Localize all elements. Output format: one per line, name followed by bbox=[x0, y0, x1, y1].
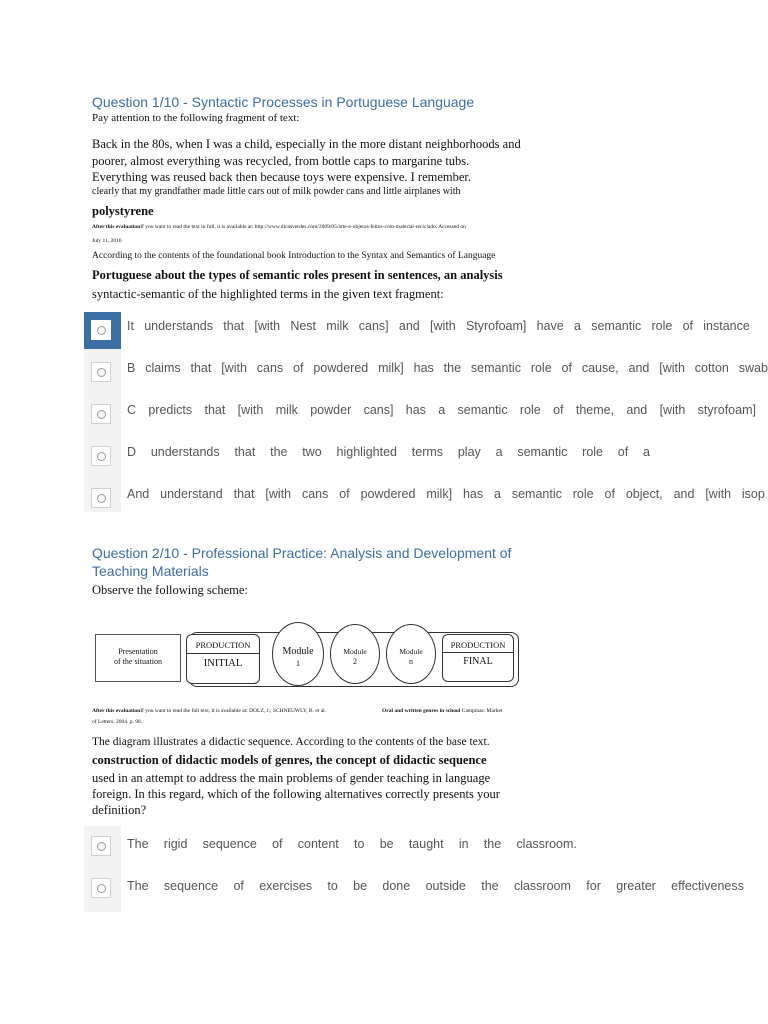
q2-source bbox=[92, 708, 326, 715]
question-2-title-line-1: Question 2/10 - Professional Practice: Analysis and Development of bbox=[92, 545, 512, 561]
production-final-bottom: FINAL bbox=[463, 656, 493, 667]
option-word: a bbox=[494, 487, 501, 501]
option-word: for bbox=[586, 879, 601, 893]
option-word: semantic bbox=[470, 361, 521, 375]
q2-prompt-line-2: construction of didactic models of genres, the concept of didactic sequence bbox=[92, 753, 487, 767]
production-initial-box bbox=[186, 634, 260, 684]
option-word: powdered bbox=[313, 361, 369, 375]
option-word: of bbox=[604, 487, 615, 501]
option-word: sequence bbox=[202, 837, 257, 851]
option-word: understand bbox=[160, 487, 223, 501]
module-2-circle bbox=[330, 624, 380, 684]
option-word: cans bbox=[301, 487, 329, 501]
option-word: two bbox=[302, 445, 322, 459]
q1-option-a-radio[interactable] bbox=[91, 320, 111, 340]
option-word: role bbox=[651, 319, 673, 333]
q2-prompt-line-5: definition? bbox=[92, 803, 147, 817]
option-word: that bbox=[204, 403, 226, 417]
q1-source-rest: If you want to read the text in full, it is available at: http://www.dicasverdes.com/2009/05/arte-e-objetos-feitos-com-material-reciclado. Accessed on bbox=[140, 224, 466, 230]
option-word: has bbox=[405, 403, 426, 417]
module-2-number: 2 bbox=[353, 657, 357, 666]
option-word: be bbox=[379, 837, 394, 851]
q1-instruction: Pay attention to the following fragment of text: bbox=[92, 112, 300, 124]
q2-source-book bbox=[382, 708, 502, 715]
option-word: Nest bbox=[290, 319, 317, 333]
option-word: of bbox=[617, 445, 629, 459]
option-word: role bbox=[519, 403, 541, 417]
option-word: cans] bbox=[358, 319, 389, 333]
option-word: to bbox=[354, 837, 365, 851]
production-final-divider bbox=[443, 652, 513, 653]
option-word: a bbox=[438, 403, 446, 417]
module-n-circle bbox=[386, 624, 436, 684]
q2-source-bold: After this evaluation bbox=[92, 708, 141, 714]
option-word: a bbox=[495, 445, 503, 459]
option-word: powdered bbox=[360, 487, 416, 501]
presentation-box bbox=[95, 634, 181, 682]
option-word: have bbox=[536, 319, 564, 333]
option-word: semantic bbox=[511, 487, 562, 501]
option-word: instance bbox=[703, 319, 750, 333]
option-word: [with bbox=[705, 487, 732, 501]
q2-prompt-line-1: The diagram illustrates a didactic sequence. According to the contents of the base text. bbox=[92, 736, 490, 748]
q1-option-c-text[interactable] bbox=[127, 403, 756, 417]
option-word: role bbox=[572, 487, 594, 501]
option-word: of bbox=[561, 361, 572, 375]
module-1-label: Module bbox=[282, 646, 314, 657]
option-word: B bbox=[127, 361, 136, 375]
option-word: [with bbox=[221, 361, 247, 375]
option-word: semantic bbox=[591, 319, 642, 333]
option-word: The bbox=[127, 837, 149, 851]
q1-prompt-line-1: According to the contents of the foundational book Introduction to the Syntax and Semantics of Language bbox=[92, 251, 496, 261]
option-word: of bbox=[272, 837, 283, 851]
q2-option-a-text[interactable] bbox=[127, 837, 577, 851]
option-word: has bbox=[462, 487, 484, 501]
option-word: a bbox=[643, 445, 650, 459]
option-word: [with bbox=[237, 403, 264, 417]
option-word: and bbox=[398, 319, 420, 333]
option-word: the bbox=[483, 837, 502, 851]
option-word: milk] bbox=[378, 361, 404, 375]
option-word: theme, bbox=[575, 403, 615, 417]
option-word: And bbox=[127, 487, 150, 501]
option-word: be bbox=[353, 879, 368, 893]
option-word: swab bbox=[738, 361, 768, 375]
option-word: that bbox=[233, 487, 255, 501]
module-n-label: Module bbox=[399, 647, 423, 656]
option-word: cans bbox=[256, 361, 284, 375]
option-word: has bbox=[413, 361, 434, 375]
option-word: the bbox=[270, 445, 288, 459]
option-word: understands bbox=[144, 319, 214, 333]
option-word: classroom. bbox=[516, 837, 577, 851]
q2-prompt-line-3: used in an attempt to address the main problems of gender teaching in language bbox=[92, 771, 491, 785]
option-word: of bbox=[553, 403, 564, 417]
option-word: a bbox=[574, 319, 581, 333]
q1-option-b-text[interactable] bbox=[127, 361, 768, 375]
production-final-top: PRODUCTION bbox=[450, 640, 506, 650]
option-word: It bbox=[127, 319, 134, 333]
option-word: sequence bbox=[163, 879, 219, 893]
option-word: the bbox=[481, 879, 499, 893]
option-word: the bbox=[443, 361, 462, 375]
option-word: [with bbox=[430, 319, 456, 333]
production-initial-bottom: INITIAL bbox=[203, 658, 243, 669]
q1-option-e-text[interactable] bbox=[127, 487, 765, 501]
production-initial-divider bbox=[187, 653, 259, 654]
production-final-box bbox=[442, 634, 514, 682]
q2-source-rest: If you want to read the full text, it is available at: DOLZ, J.; SCHNEUWLY, B. et al. bbox=[140, 708, 327, 714]
option-word: of bbox=[339, 487, 350, 501]
option-word: effectiveness bbox=[671, 879, 744, 893]
q2-option-b-text[interactable] bbox=[127, 879, 744, 893]
option-word: D bbox=[127, 445, 137, 459]
q1-source-bold: After this evaluation bbox=[92, 224, 141, 230]
q1-text-line-4: clearly that my grandfather made little cars out of milk powder cans and little airplanes with bbox=[92, 186, 461, 197]
option-word: play bbox=[457, 445, 481, 459]
module-2-label: Module bbox=[343, 647, 367, 656]
q1-source bbox=[92, 224, 466, 231]
option-word: that bbox=[223, 319, 245, 333]
q2-source-publisher: Campinas: Market bbox=[461, 708, 503, 714]
option-word: to bbox=[327, 879, 338, 893]
option-word: of bbox=[233, 879, 244, 893]
q1-option-e-radio[interactable] bbox=[91, 488, 111, 508]
option-word: isop bbox=[741, 487, 765, 501]
module-n-number: n bbox=[409, 657, 413, 666]
option-word: in bbox=[458, 837, 469, 851]
option-word: and bbox=[626, 403, 648, 417]
q1-text-line-3: Everything was reused back then because toys were expensive. I remember. bbox=[92, 170, 472, 184]
option-word: semantic bbox=[517, 445, 568, 459]
option-word: understands bbox=[150, 445, 220, 459]
q2-source-line-2: of Letters, 2004. p. 98. bbox=[92, 719, 143, 725]
presentation-label-2: of the situation bbox=[114, 657, 162, 666]
q1-prompt-line-3: syntactic-semantic of the highlighted terms in the given text fragment: bbox=[92, 287, 444, 301]
option-word: that bbox=[190, 361, 212, 375]
option-word: cause, bbox=[581, 361, 619, 375]
option-word: role bbox=[582, 445, 603, 459]
option-word: powder bbox=[310, 403, 352, 417]
module-1-number: 1 bbox=[296, 659, 300, 668]
didactic-sequence-diagram bbox=[92, 620, 522, 702]
option-word: role bbox=[530, 361, 552, 375]
option-word: [with bbox=[659, 361, 685, 375]
option-word: of bbox=[293, 361, 304, 375]
presentation-label-1: Presentation bbox=[118, 647, 158, 656]
q1-text-line-2: poorer, almost everything was recycled, from bottle caps to margarine tubs. bbox=[92, 154, 470, 168]
q1-option-d-text[interactable] bbox=[127, 445, 650, 459]
q2-instruction: Observe the following scheme: bbox=[92, 583, 248, 597]
option-word: cotton bbox=[694, 361, 729, 375]
option-word: cans] bbox=[363, 403, 394, 417]
option-word: terms bbox=[411, 445, 444, 459]
option-word: content bbox=[297, 837, 339, 851]
q1-option-b-radio[interactable] bbox=[91, 362, 111, 382]
option-word: and bbox=[673, 487, 695, 501]
option-word: [with bbox=[659, 403, 686, 417]
module-1-circle bbox=[272, 622, 324, 686]
option-word: rigid bbox=[163, 837, 188, 851]
option-word: Styrofoam] bbox=[465, 319, 527, 333]
q1-text-line-1: Back in the 80s, when I was a child, especially in the more distant neighborhoods and bbox=[92, 137, 521, 151]
option-word: object, bbox=[625, 487, 663, 501]
option-word: semantic bbox=[457, 403, 508, 417]
option-word: milk bbox=[326, 319, 349, 333]
option-word: done bbox=[382, 879, 411, 893]
production-initial-top: PRODUCTION bbox=[195, 640, 251, 650]
q2-source-book-title: Oral and written genres in school bbox=[382, 708, 461, 714]
question-2-title-line-2: Teaching Materials bbox=[92, 563, 209, 579]
option-word: of bbox=[682, 319, 694, 333]
option-word: [with bbox=[254, 319, 281, 333]
q2-option-b-radio[interactable] bbox=[91, 878, 111, 898]
option-word: The bbox=[127, 879, 149, 893]
q1-option-a-text[interactable] bbox=[127, 319, 750, 333]
option-word: styrofoam] bbox=[697, 403, 756, 417]
q1-source-date: July 11, 2016 bbox=[92, 238, 122, 244]
option-word: greater bbox=[616, 879, 656, 893]
q1-option-c-radio[interactable] bbox=[91, 404, 111, 424]
option-word: taught bbox=[408, 837, 444, 851]
option-word: that bbox=[234, 445, 256, 459]
question-1-title: Question 1/10 - Syntactic Processes in Portuguese Language bbox=[92, 94, 475, 110]
option-word: highlighted bbox=[336, 445, 397, 459]
option-word: and bbox=[628, 361, 650, 375]
option-word: milk bbox=[275, 403, 298, 417]
option-word: predicts bbox=[148, 403, 193, 417]
q1-text-bold: polystyrene bbox=[92, 204, 154, 218]
q1-prompt-line-2: Portuguese about the types of semantic roles present in sentences, an analysis bbox=[92, 268, 503, 282]
option-word: exercises bbox=[259, 879, 313, 893]
option-word: [with bbox=[265, 487, 292, 501]
option-word: classroom bbox=[513, 879, 571, 893]
option-word: C bbox=[127, 403, 137, 417]
option-word: claims bbox=[145, 361, 181, 375]
option-word: milk] bbox=[426, 487, 453, 501]
q2-prompt-line-4: foreign. In this regard, which of the following alternatives correctly presents your bbox=[92, 787, 500, 801]
q2-option-a-radio[interactable] bbox=[91, 836, 111, 856]
q1-option-d-radio[interactable] bbox=[91, 446, 111, 466]
option-word: outside bbox=[425, 879, 466, 893]
